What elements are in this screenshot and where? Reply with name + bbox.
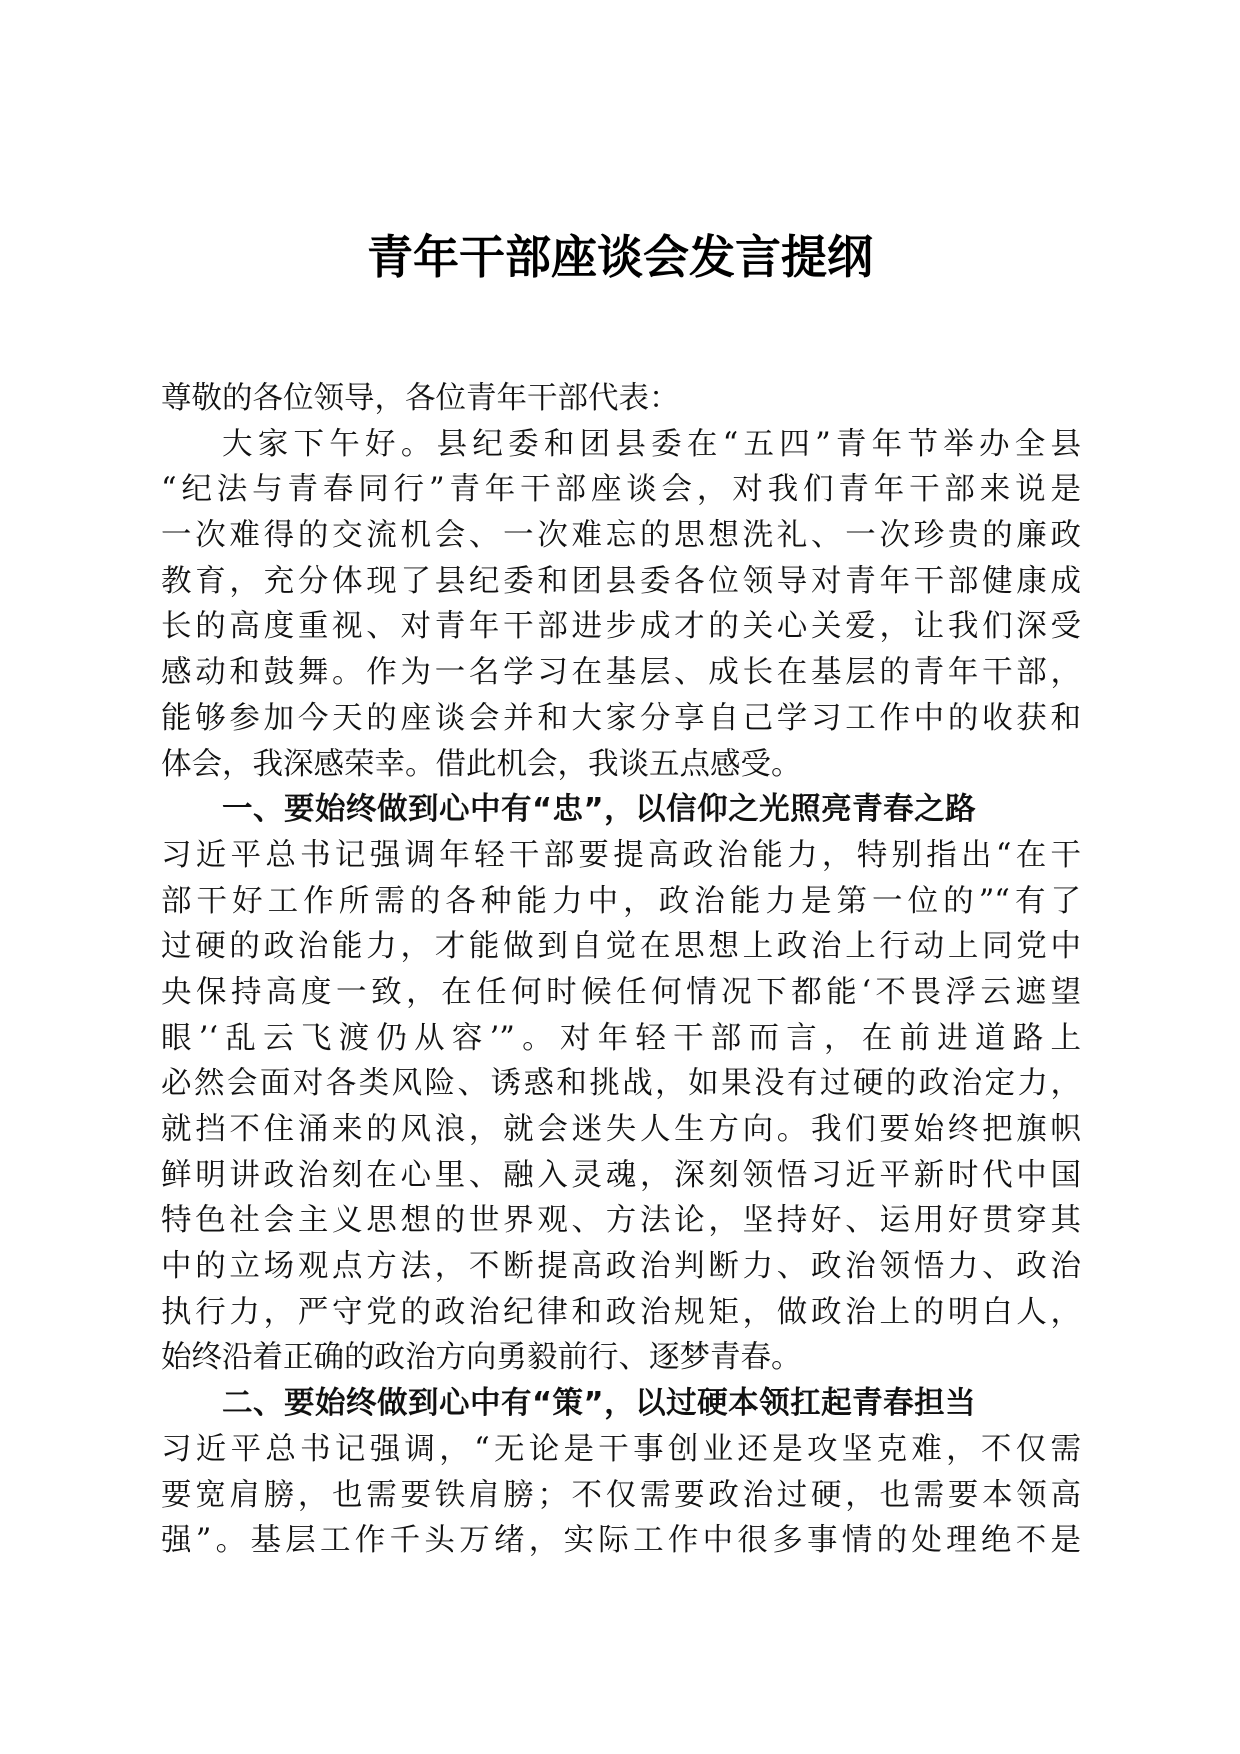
paragraph-line: “纪法与青春同行”青年干部座谈会，对我们青年干部来说是 (161, 472, 1081, 508)
salutation-line: 尊敬的各位领导，各位青年干部代表： (161, 381, 680, 416)
paragraph-line: 央保持高度一致，在任何时候任何情况下都能‘不畏浮云遮望 (161, 974, 1081, 1010)
paragraph-line: 要宽肩膀，也需要铁肩膀；不仅需要政治过硬，也需要本领高 (161, 1477, 1081, 1513)
section-heading-1: 一、要始终做到心中有“忠”，以信仰之光照亮青春之路 (222, 792, 977, 828)
document-body (161, 376, 1081, 1564)
paragraph-line: 长的高度重视、对青年干部进步成才的关心关爱，让我们深受 (161, 609, 1081, 645)
paragraph-line: 习近平总书记强调年轻干部要提高政治能力，特别指出“在干 (161, 837, 1081, 873)
paragraph-line: 中的立场观点方法，不断提高政治判断力、政治领悟力、政治 (161, 1249, 1081, 1285)
paragraph-line: 眼’‘乱云飞渡仍从容’”。对年轻干部而言，在前进道路上 (161, 1020, 1081, 1056)
paragraph-line: 始终沿着正确的政治方向勇毅前行、逐梦青春。 (161, 1340, 802, 1376)
paragraph-line: 就挡不住涌来的风浪，就会迷失人生方向。我们要始终把旗帜 (161, 1112, 1081, 1147)
paragraph-line: 特色社会主义思想的世界观、方法论，坚持好、运用好贯穿其 (161, 1203, 1081, 1239)
paragraph-line: 必然会面对各类风险、诱惑和挑战，如果没有过硬的政治定力， (161, 1066, 1081, 1102)
paragraph-line: 体会，我深感荣幸。借此机会，我谈五点感受。 (161, 746, 802, 782)
paragraph-line: 教育，充分体现了县纪委和团县委各位领导对青年干部健康成 (161, 563, 1081, 599)
paragraph-line: 感动和鼓舞。作为一名学习在基层、成长在基层的青年干部， (161, 655, 1081, 691)
section-heading-2: 二、要始终做到心中有“策”，以过硬本领扛起青春担当 (222, 1386, 977, 1422)
paragraph-line: 鲜明讲政治刻在心里、融入灵魂，深刻领悟习近平新时代中国 (161, 1157, 1081, 1193)
paragraph-line: 过硬的政治能力，才能做到自觉在思想上政治上行动上同党中 (161, 929, 1081, 965)
paragraph-line: 一次难得的交流机会、一次难忘的思想洗礼、一次珍贵的廉政 (161, 518, 1081, 554)
paragraph-line: 习近平总书记强调，“无论是干事创业还是攻坚克难，不仅需 (161, 1431, 1081, 1467)
paragraph-line: 执行力，严守党的政治纪律和政治规矩，做政治上的明白人， (161, 1294, 1081, 1330)
paragraph-line: 大家下午好。县纪委和团县委在“五四”青年节举办全县 (222, 426, 1081, 462)
document-title: 青年干部座谈会发言提纲 (367, 230, 873, 284)
paragraph-line: 部干好工作所需的各种能力中，政治能力是第一位的”“有了 (161, 883, 1081, 919)
paragraph-line: 能够参加今天的座谈会并和大家分享自己学习工作中的收获和 (161, 700, 1081, 736)
paragraph-line: 强”。基层工作千头万绪，实际工作中很多事情的处理绝不是 (161, 1523, 1081, 1559)
